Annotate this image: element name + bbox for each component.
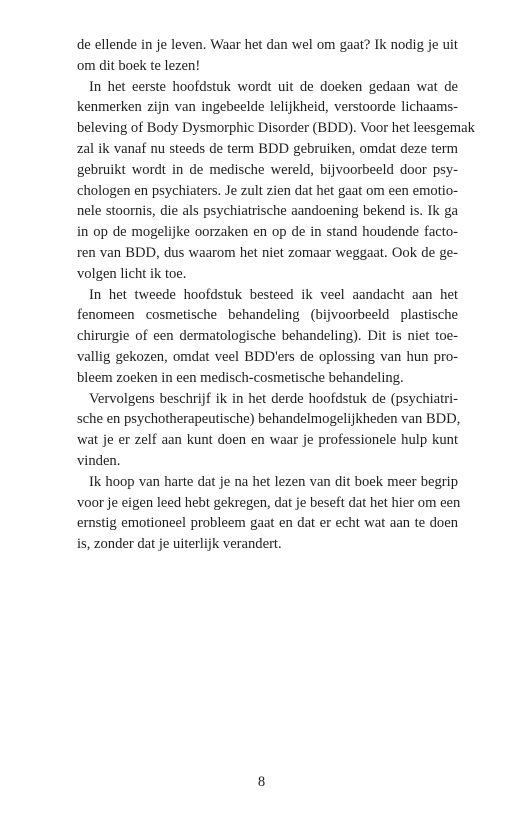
text-line: in op de mogelijke oorzaken en op de in stand houdende facto- bbox=[77, 224, 458, 241]
text-line: volgen licht ik toe. bbox=[77, 265, 187, 282]
text-line: voor je eigen leed hebt gekregen, dat je beseft dat het hier om een bbox=[77, 494, 461, 511]
text-line: In het eerste hoofdstuk wordt uit de doeken gedaan wat de bbox=[89, 78, 458, 95]
text-line: chologen en psychiaters. Je zult zien dat het gaat om een emotio- bbox=[77, 182, 458, 199]
text-line: vinden. bbox=[77, 452, 121, 469]
text-line: fenomeen cosmetische behandeling (bijvoorbeeld plastische bbox=[77, 307, 458, 324]
text-line: kenmerken zijn van ingebeelde lelijkheid, verstoorde lichaams- bbox=[77, 99, 458, 116]
text-line: is, zonder dat je uiterlijk verandert. bbox=[77, 536, 282, 553]
page-number: 8 bbox=[257, 774, 266, 790]
paragraph-chapter-two bbox=[77, 285, 458, 389]
text-line: vallig gekozen, omdat veel BDD'ers de oplossing van hun pro- bbox=[77, 348, 458, 365]
paragraph-closing bbox=[77, 472, 461, 555]
text-line: wat je er zelf aan kunt doen en waar je professionele hulp kunt bbox=[77, 432, 458, 449]
text-line: ren van BDD, dus waarom het niet zomaar weggaat. Ook de ge- bbox=[77, 244, 458, 261]
text-line: bleem zoeken in een medisch-cosmetische behandeling. bbox=[77, 369, 404, 386]
paragraph-continuation bbox=[77, 35, 458, 77]
text-line: chirurgie of een dermatologische behandeling). Dit is niet toe- bbox=[77, 328, 458, 345]
text-line: Ik hoop van harte dat je na het lezen van dit boek meer begrip bbox=[89, 473, 458, 490]
text-line: ernstig emotioneel probleem gaat en dat er echt wat aan te doen bbox=[77, 515, 458, 532]
body-text bbox=[77, 35, 475, 555]
text-line: gebruikt wordt in de medische wereld, bijvoorbeeld door psy- bbox=[77, 161, 458, 178]
text-line: nele stoornis, die als psychiatrische aandoening bekend is. Ik ga bbox=[77, 203, 458, 220]
text-line: zal ik vanaf nu steeds de term BDD gebruiken, omdat deze term bbox=[77, 140, 458, 157]
text-line: In het tweede hoofdstuk besteed ik veel aandacht aan het bbox=[89, 286, 458, 303]
paragraph-chapter-one bbox=[77, 77, 475, 285]
text-line: beleving of Body Dysmorphic Disorder (BDD). Voor het leesgemak bbox=[77, 120, 475, 137]
paragraph-chapter-three bbox=[77, 389, 461, 472]
text-line: om dit boek te lezen! bbox=[77, 57, 201, 74]
text-line: de ellende in je leven. Waar het dan wel om gaat? Ik nodig je uit bbox=[77, 37, 458, 53]
text-line: Vervolgens beschrijf ik in het derde hoofdstuk de (psychiatri- bbox=[89, 390, 458, 407]
text-line: sche en psychotherapeutische) behandelmogelijkheden van BDD, bbox=[77, 411, 461, 428]
